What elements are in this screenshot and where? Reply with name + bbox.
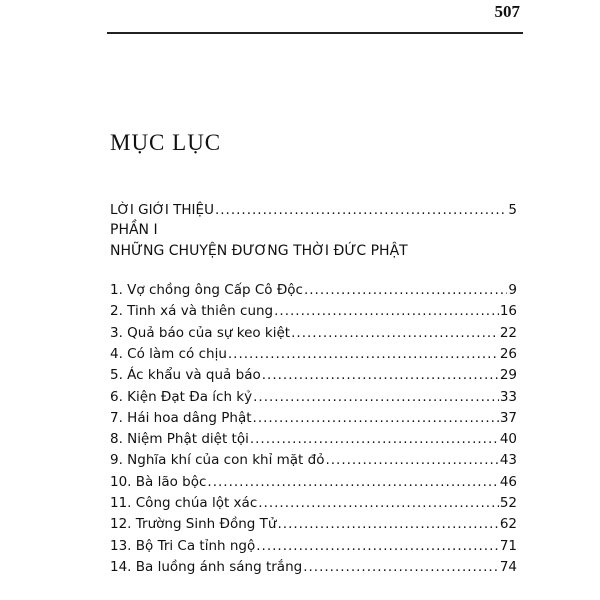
toc-label: 2. Tinh xá và thiên cung: [110, 303, 274, 320]
toc-label: 5. Ác khẩu và quả báo: [110, 367, 261, 384]
leader-dots: [207, 472, 498, 492]
toc-page: 74: [499, 558, 517, 575]
toc-label: 1. Vợ chồng ông Cấp Cô Độc: [110, 282, 303, 298]
toc-page: 62: [499, 516, 517, 533]
toc-label: 6. Kiện Đạt Đa ích kỷ: [110, 388, 253, 405]
leader-dots: [325, 450, 498, 470]
toc-entry: [110, 344, 517, 364]
page-number: 507: [494, 2, 520, 21]
toc-label: 13. Bộ Tri Ca tỉnh ngộ: [110, 537, 256, 554]
toc-page: 29: [499, 367, 517, 384]
toc-entry: [110, 387, 517, 407]
toc-entry: [110, 280, 517, 300]
toc-page: 22: [499, 324, 517, 341]
toc-page: 9: [508, 282, 517, 298]
leader-dots: [262, 365, 499, 385]
toc-page: 43: [499, 452, 517, 469]
toc-label: LỜI GIỚI THIỆU: [110, 202, 214, 218]
toc-page: 40: [499, 431, 517, 448]
leader-dots: [228, 344, 499, 364]
toc-entry: [110, 301, 517, 321]
page-title: MỤC LỤC: [110, 130, 222, 155]
leader-dots: [304, 280, 507, 300]
leader-dots: [291, 323, 499, 343]
toc-label: 14. Ba luồng ánh sáng trắng: [110, 558, 303, 575]
toc-entry: [110, 514, 517, 534]
toc-label: 7. Hái hoa dâng Phật: [110, 409, 252, 426]
toc-page: 26: [499, 345, 517, 362]
part-label: PHẦN I: [110, 222, 158, 238]
toc-page: 52: [499, 495, 517, 511]
leader-dots: [215, 200, 507, 220]
toc-entry: [110, 472, 517, 492]
toc-label: 3. Quả báo của sự keo kiệt: [110, 324, 291, 341]
toc-entry: [110, 408, 517, 428]
toc-entry-intro: [110, 200, 517, 220]
leader-dots: [256, 536, 499, 556]
toc-entry: [110, 365, 517, 385]
leader-dots: [250, 429, 499, 449]
leader-dots: [277, 514, 498, 534]
part-title: NHỮNG CHUYỆN ĐƯƠNG THỜI ĐỨC PHẬT: [110, 243, 408, 259]
toc-page: 71: [499, 537, 517, 554]
toc-label: 8. Niệm Phật diệt tội: [110, 431, 249, 448]
toc-entry: [110, 323, 517, 343]
leader-dots: [258, 493, 499, 513]
toc-entry: [110, 536, 517, 556]
leader-dots: [253, 408, 499, 428]
header-rule: [107, 32, 523, 34]
toc-page: 16: [499, 303, 517, 320]
toc-label: 9. Nghĩa khí của con khỉ mặt đỏ: [110, 452, 325, 469]
toc-entry: [110, 557, 517, 577]
leader-dots: [303, 557, 499, 577]
toc-page: 37: [499, 409, 517, 426]
toc-entry: [110, 450, 517, 470]
toc-label: 4. Có làm có chịu: [110, 345, 227, 362]
leader-dots: [274, 301, 499, 321]
toc-label: 11. Công chúa lột xác: [110, 495, 258, 511]
toc-label: 12. Trường Sinh Đồng Tử: [110, 516, 277, 533]
toc-entry: [110, 429, 517, 449]
leader-dots: [253, 387, 499, 407]
toc-label: 10. Bà lão bộc: [110, 473, 207, 490]
toc-page: 46: [499, 473, 517, 490]
toc-page: 5: [508, 202, 517, 218]
toc-entry: [110, 493, 517, 513]
toc-page: 33: [499, 388, 517, 405]
